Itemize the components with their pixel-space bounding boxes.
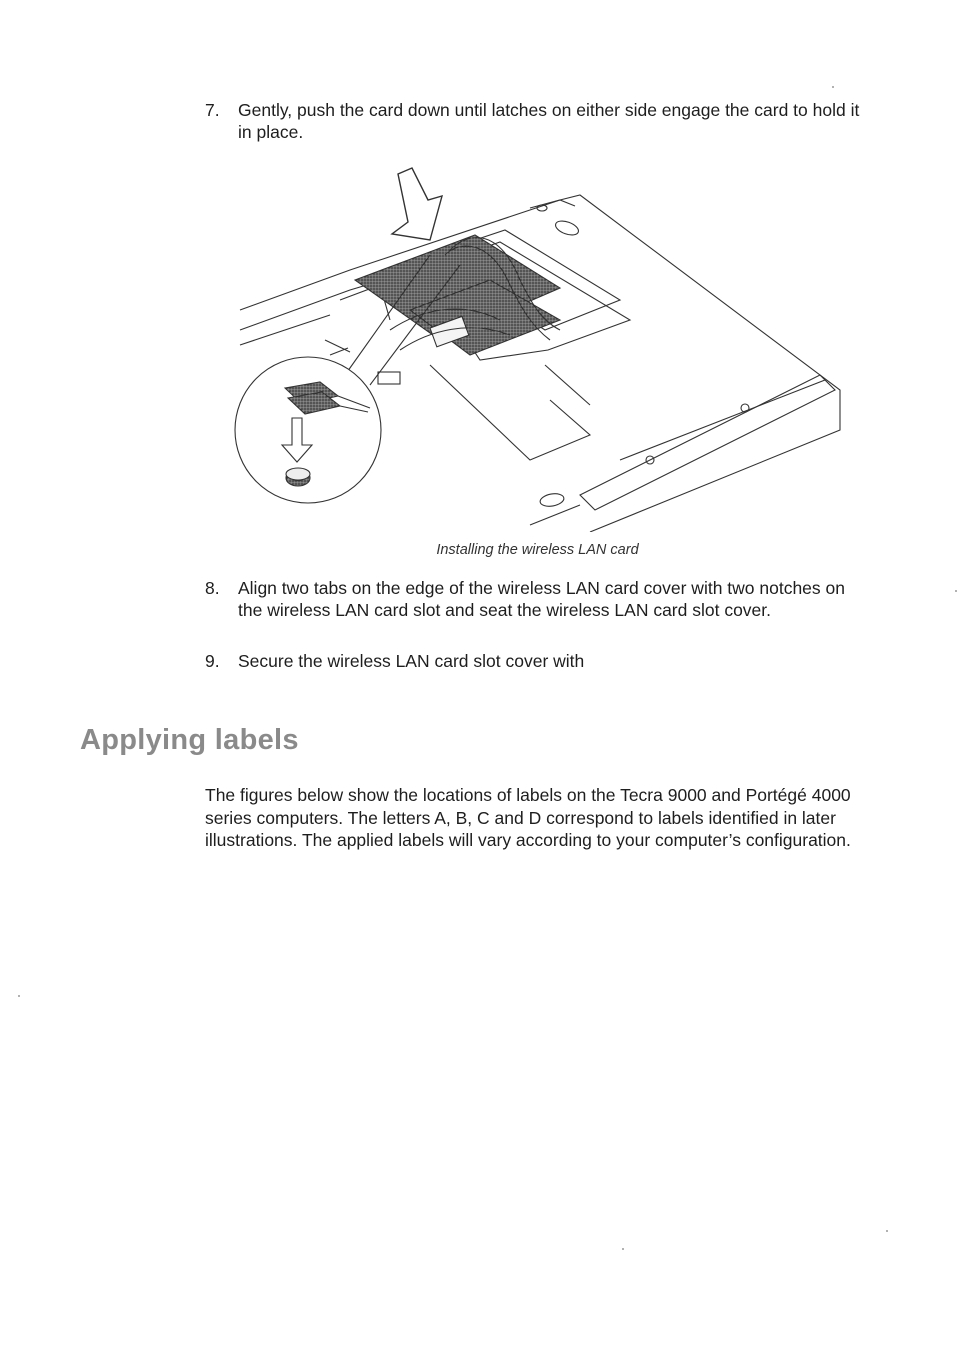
scan-speck xyxy=(18,995,20,997)
step-text: Secure the wireless LAN card slot cover with xyxy=(238,651,585,671)
wireless-lan-card-figure xyxy=(230,160,850,532)
section-heading: Applying labels xyxy=(80,724,299,756)
step-number: 7. xyxy=(205,100,220,120)
step-text: Align two tabs on the edge of the wireless LAN card cover with two notches on the wireless LAN card slot and seat the wireless LAN card slot cover. xyxy=(238,578,845,620)
scan-speck xyxy=(955,590,957,592)
wireless-lan-card-illustration xyxy=(230,160,850,532)
step-text: Gently, push the card down until latches on either side engage the card to hold it in place. xyxy=(238,100,860,142)
step-number: 8. xyxy=(205,578,220,598)
step-number: 9. xyxy=(205,651,220,671)
step-9 xyxy=(205,650,873,672)
scan-speck xyxy=(622,1248,624,1250)
step-7 xyxy=(205,99,873,143)
scan-speck xyxy=(886,1230,888,1232)
scan-speck xyxy=(832,86,834,88)
section-paragraph: The figures below show the locations of labels on the Tecra 9000 and Portégé 4000 series computers. The letters A, B, C and D correspond to labels identified in later illustrations. The applied labels will vary according to your computer’s configuration. xyxy=(205,785,851,850)
step-8 xyxy=(205,577,873,621)
figure-caption: Installing the wireless LAN card xyxy=(436,542,639,558)
